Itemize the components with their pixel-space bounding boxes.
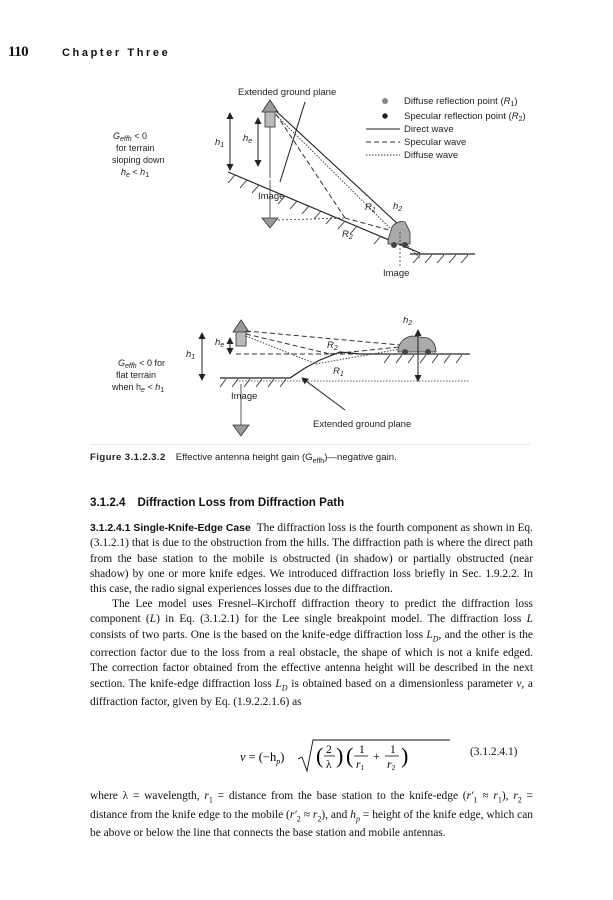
bottom-image-antenna-icon — [233, 425, 249, 436]
top-h2-label: $h_2$ — [393, 201, 403, 213]
bottom-condition-line1: $G_{effh} < 0$ for — [118, 358, 165, 370]
legend-item-direct: Direct wave — [404, 124, 454, 135]
page-number: 110 — [8, 44, 29, 60]
legend-specular-dot-icon — [382, 113, 387, 118]
bottom-extended-ground-plane-label: Extended ground plane — [313, 419, 412, 430]
figure-caption-text: Effective antenna height gain (G — [175, 452, 313, 463]
top-direct-wave — [276, 111, 403, 226]
paragraph-where: where λ = wavelength, $r_1$ = distance from the base station to the knife-edge $(r'_1 \approx r_1)$, $r_2$ = distance from the knife edge to the mobile $(r'_2 \approx r_2)$, and $h_p$ = height of the knife edge, which can be above or below the line that connects the base station and mobile antennas. — [90, 790, 533, 840]
caption-divider — [90, 444, 530, 445]
top-h1-label: $h_1$ — [215, 137, 225, 149]
svg-text:1: 1 — [359, 744, 365, 756]
bottom-terrain — [220, 352, 470, 378]
bottom-condition-line2: flat terrain — [116, 370, 157, 380]
svg-text:(: ( — [316, 743, 324, 768]
figure-caption-label: Figure 3.1.2.3.2 — [90, 452, 166, 463]
svg-text:r1: r1 — [356, 759, 365, 772]
svg-text:2: 2 — [326, 744, 332, 756]
legend-diffuse-dot-icon — [382, 98, 388, 104]
top-condition-line4: $h_e < h_1$ — [121, 167, 150, 179]
top-antenna-icon — [262, 100, 278, 112]
figure-caption-tail: )—negative gain. — [324, 452, 397, 463]
top-ground-plane-pointer — [280, 102, 305, 182]
figure-caption-sub: effh — [312, 457, 325, 465]
svg-text:): ) — [336, 743, 344, 768]
legend-item-diffuse-wave: Diffuse wave — [404, 150, 459, 161]
bottom-h2-label: $h_2$ — [403, 315, 413, 327]
svg-text:λ: λ — [326, 759, 332, 771]
bottom-condition-line3: when $h_e < h_1$ — [112, 382, 165, 394]
bottom-ground-plane-pointer — [302, 378, 345, 410]
legend-item-specular-point: Specular reflection point $(R_2)$ — [404, 111, 526, 123]
top-condition-line2: for terrain — [116, 143, 155, 153]
top-image-left-label: Image — [258, 191, 285, 202]
svg-text:1: 1 — [390, 744, 396, 756]
top-condition-line3: sloping down — [112, 155, 165, 165]
chapter-title: Chapter Three — [62, 47, 171, 59]
figure-caption — [90, 452, 397, 465]
top-image-antenna-icon — [262, 218, 278, 228]
equation-number: (3.1.2.4.1) — [470, 746, 518, 758]
bottom-direct-wave — [246, 331, 400, 345]
top-he-label: $h_e$ — [243, 133, 253, 145]
paragraph-1-text: The diffraction loss is the fourth component as shown in Eq. (3.1.2.1) that is due to the obstruction from the hills. The diffraction path is where the direct path from the base station to the mobile is obstructed (in shadow) or partially obstructed (near shadow) by one or more knife edges. We introduced diffraction loss briefly in Sec. 1.9.2.2. In this case, the radio signal experiences losses due to the diffraction. — [90, 522, 533, 596]
top-condition-line1: $G_{effh} < 0$ — [113, 131, 147, 143]
top-image-right-label: Image — [383, 268, 410, 279]
svg-text:(: ( — [346, 743, 354, 768]
bottom-h1-label: $h_1$ — [186, 349, 196, 361]
top-terrain-hatching — [228, 175, 381, 244]
top-vehicle-icon — [388, 222, 410, 248]
legend-item-diffuse: Diffuse reflection point $(R_1)$ — [404, 96, 518, 108]
bottom-he-label: $h_e$ — [215, 337, 225, 349]
bottom-r1-label: $R_1$ — [333, 366, 344, 378]
paragraph-single-knife-edge — [90, 521, 533, 597]
top-r1-label: $R_1$ — [365, 202, 376, 214]
top-extended-ground-plane-label: Extended ground plane — [238, 87, 337, 98]
legend-item-specular-wave: Specular wave — [404, 137, 467, 148]
svg-text:r2: r2 — [387, 759, 396, 772]
paragraph-lee-model: The Lee model uses Fresnel–Kirchoff diffraction theory to predict the diffraction loss component (L) in Eq. (3.1.2.1) for the Lee single breakpoint model. The diffraction loss L consists of two parts. One is the based on the knife-edge diffraction loss $L_D$, and the other is the correction factor due to the loss from a real obstacle, the shape of which is not a knife edged. The correction factor obtained from the effective antenna height will be described in the next section. The knife-edge diffraction loss $L_D$ is obtained based on a dimensionless parameter v, a diffraction factor, given by Eq. (1.9.2.2.1.6) as — [90, 598, 533, 709]
section-heading — [90, 496, 344, 509]
legend — [366, 96, 526, 161]
bottom-vehicle-icon — [398, 336, 436, 355]
bottom-image-label: Image — [231, 391, 258, 402]
section-number: 3.1.2.4 — [90, 496, 126, 509]
svg-text:+: + — [373, 749, 380, 763]
svg-text:v= (−hp): $v = (-h_p)$ — [240, 750, 285, 766]
top-r2-label: $R_2$ — [342, 229, 353, 241]
svg-text:): ) — [401, 743, 409, 768]
figure-diagram — [0, 0, 613, 445]
bottom-r2-label: $R_2$ — [327, 340, 338, 352]
section-title: Diffraction Loss from Diffraction Path — [137, 496, 345, 509]
subsection-heading: 3.1.2.4.1 Single-Knife-Edge Case — [90, 523, 251, 534]
bottom-antenna-icon — [233, 320, 249, 332]
